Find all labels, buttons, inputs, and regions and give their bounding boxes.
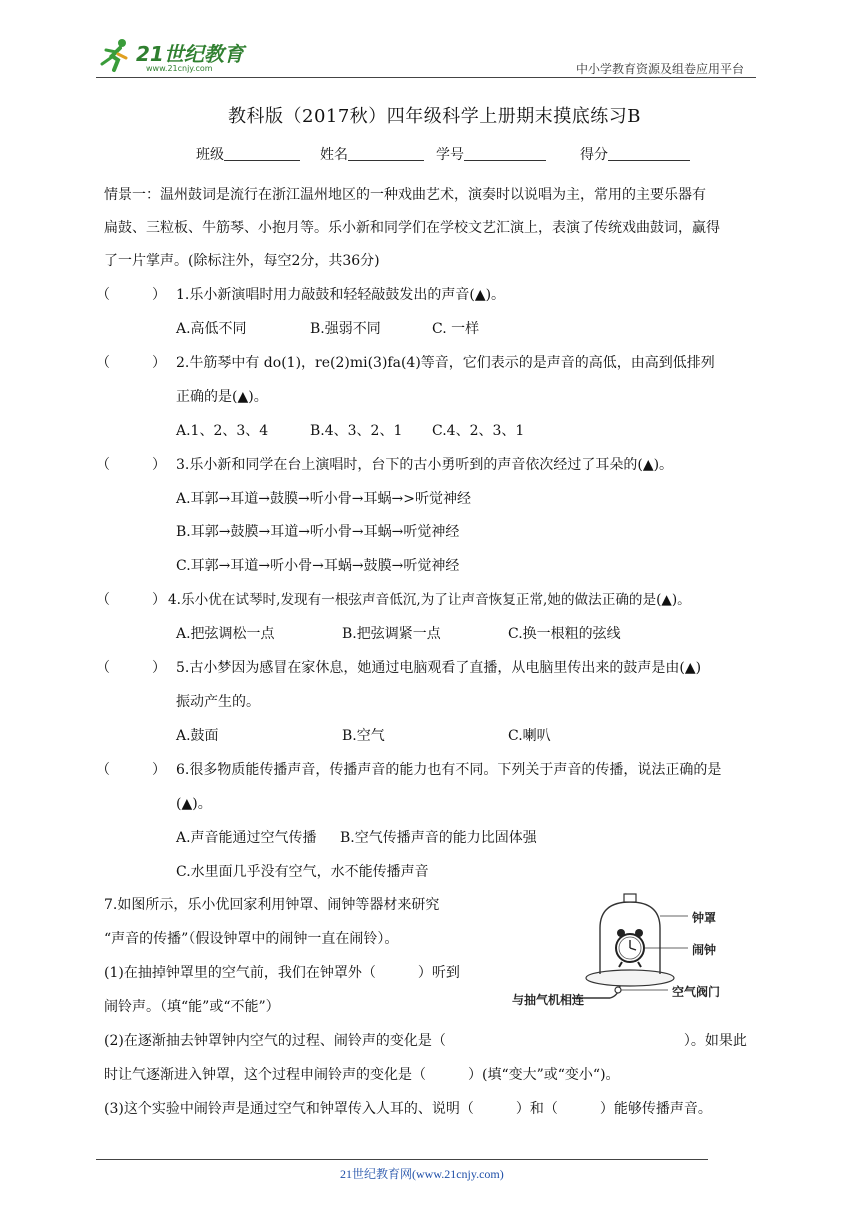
footer-link[interactable]: 21世纪教育网(www.21cnjy.com) [340,1167,504,1181]
option-b[interactable]: B.耳郭→鼓膜→耳道→听小骨→耳蜗→听觉神经 [176,524,460,540]
option-b[interactable]: B.空气传播声音的能力比固体强 [340,830,537,846]
option-b[interactable]: B.把弦调紧一点 [342,626,441,642]
question-stem: 4.乐小优在试琴时,发现有一根弦声音低沉,为了让声音恢复正常,她的做法正确的是(▲)。 [168,592,691,608]
scenario-line: 情景一：温州鼓词是流行在浙江温州地区的一种戏曲艺术，演奏时以说唱为主，常用的主要乐器有 [104,187,706,203]
option-a[interactable]: A.高低不同 [176,321,247,337]
option-b[interactable]: B.空气 [342,728,385,744]
question-stem-continued: 正确的是(▲)。 [176,389,268,405]
q7-line: (3)这个实验中闹铃声是通过空气和钟罩传入人耳的、说明（ ）和（ ）能够传播声音。 [104,1101,712,1117]
question-stem: 2.牛筋琴中有 do(1)，re(2)mi(3)fa(4)等音，它们表示的是声音的高低，由高到低排列 [176,355,715,371]
option-a[interactable]: A.把弦调松一点 [176,626,275,642]
label-alarm-clock: 闹钟 [692,943,717,957]
answer-blank[interactable]: （ ） [96,457,166,473]
option-a[interactable]: A.声音能通过空气传播 [176,830,317,846]
answer-blank[interactable]: （ ） [96,660,166,676]
class-label: 班级 [196,147,224,163]
score-field[interactable] [580,144,690,164]
option-a[interactable]: A.耳郭→耳道→鼓膜→听小骨→耳蜗→>听觉神经 [176,491,471,507]
name-label: 姓名 [320,147,348,163]
question-stem: 6.很多物质能传播声音，传播声音的能力也有不同。下列关于声音的传播，说法正确的是 [176,762,722,778]
option-b[interactable]: B.强弱不同 [310,321,381,337]
name-field[interactable] [320,144,424,164]
option-c[interactable]: C.水里面几乎没有空气，水不能传播声音 [176,864,429,880]
label-air-valve: 空气阀门 [672,985,721,999]
option-c[interactable]: C.喇叭 [508,728,551,744]
option-c[interactable]: C.换一根粗的弦线 [508,626,621,642]
label-pump-connection: 与抽气机相连 [512,993,585,1007]
score-label: 得分 [580,147,608,163]
logo-url: www.21cnjy.com [146,64,213,73]
q7-line: “声音的传播”（假设钟罩中的闹钟一直在闹铃）。 [104,931,399,947]
header-divider [96,77,756,78]
option-c[interactable]: C.4、2、3、1 [432,423,525,439]
question-stem-continued: 振动产生的。 [176,694,260,710]
answer-blank[interactable]: （ ） [96,287,166,303]
bell-jar-figure [500,886,750,1016]
q7-line: (1)在抽掉钟罩里的空气前，我们在钟罩外（ ）听到 [104,965,460,981]
student-id-field[interactable] [436,144,546,164]
scenario-line: 扁鼓、三粒板、牛筋琴、小抱月等。乐小新和同学们在学校文艺汇演上，表演了传统戏曲鼓词，赢得 [104,220,720,236]
option-c[interactable]: C. 一样 [432,321,480,337]
site-logo[interactable] [96,36,256,76]
platform-name: 中小学教育资源及组卷应用平台 [576,62,745,76]
question-stem: 1.乐小新演唱时用力敲鼓和轻轻敲鼓发出的声音(▲)。 [176,287,506,303]
footer-divider [96,1159,708,1160]
answer-blank[interactable]: （ ） [96,355,166,371]
q7-line: 闹铃声。（填“能”或“不能”） [104,999,280,1015]
q7-line: 7.如图所示，乐小优回家利用钟罩、闹钟等器材来研究 [104,897,440,913]
question-stem: 5.古小梦因为感冒在家休息，她通过电脑观看了直播，从电脑里传出来的鼓声是由(▲) [176,660,702,676]
label-bell-jar: 钟罩 [692,911,717,925]
option-c[interactable]: C.耳郭→耳道→听小骨→耳蜗→鼓膜→听觉神经 [176,558,460,574]
logo-text: 21世纪教育 [136,42,244,66]
q7-line: 时让气逐渐进入钟罩，这个过程申闹铃声的变化是（ ）(填“变大”或“变小“)。 [104,1067,620,1083]
q7-line: (2)在逐渐抽去钟罩钟内空气的过程、闹铃声的变化是（ ）。如果此 [104,1033,747,1049]
runner-logo-icon [96,36,136,76]
student-id-label: 学号 [436,147,464,163]
option-b[interactable]: B.4、3、2、1 [310,423,403,439]
answer-blank[interactable]: （ ） [96,592,166,608]
answer-blank[interactable]: （ ） [96,762,166,778]
scenario-line: 了一片掌声。(除标注外，每空2分，共36分) [104,253,380,269]
class-field[interactable] [196,144,300,164]
question-stem: 3.乐小新和同学在台上演唱时，台下的古小勇听到的声音依次经过了耳朵的(▲)。 [176,457,674,473]
question-stem-continued: (▲)。 [176,796,212,812]
option-a[interactable]: A.1、2、3、4 [176,423,269,439]
page-title: 教科版（2017秋）四年级科学上册期末摸底练习B [228,106,642,127]
option-a[interactable]: A.鼓面 [176,728,219,744]
